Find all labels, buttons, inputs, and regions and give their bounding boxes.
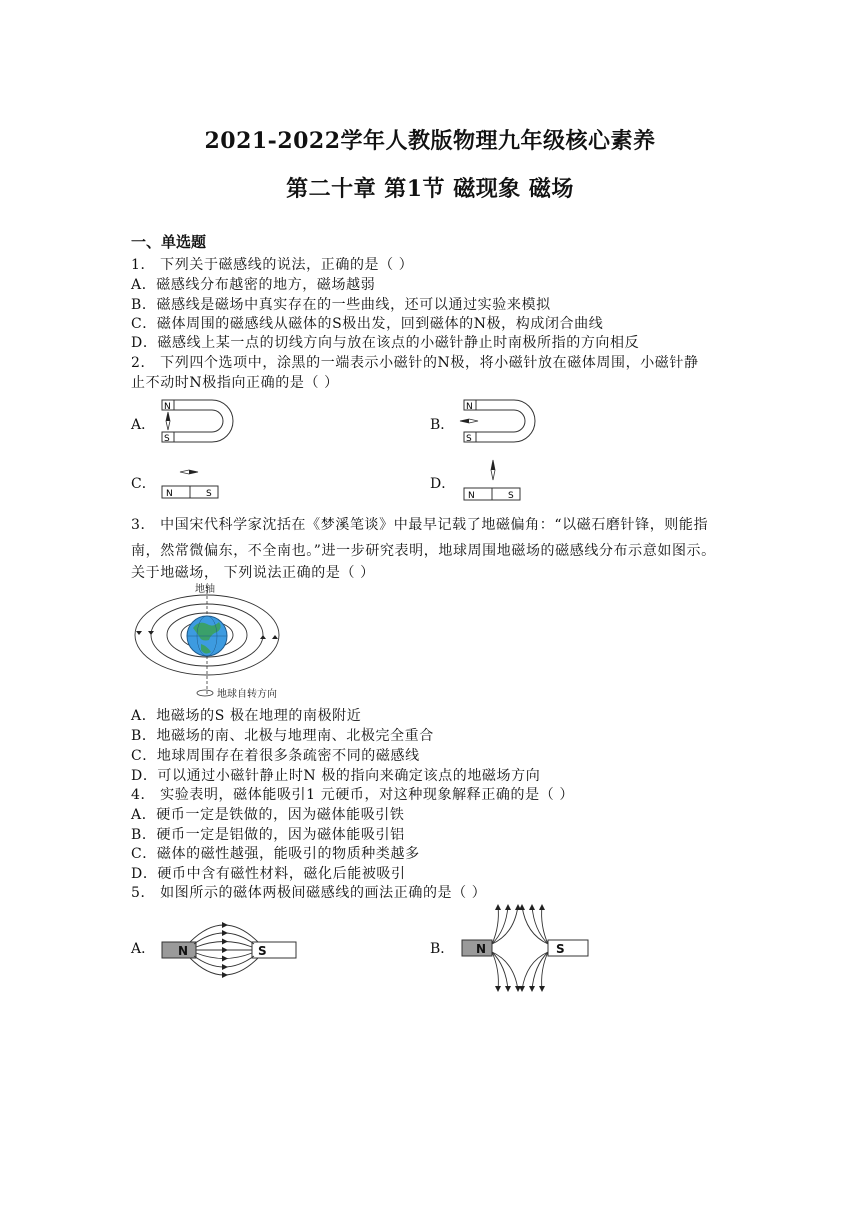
chapter-subtitle: 第二十章 第1节 磁现象 磁场 bbox=[286, 176, 574, 202]
q2-b-pole-n: N bbox=[466, 402, 473, 412]
q5-figure-b-magnet-field bbox=[460, 902, 592, 994]
q2-figure-a-horseshoe-magnet bbox=[160, 398, 240, 444]
q3-stem-line1: 3． 中国宋代科学家沈括在《梦溪笔谈》中最早记载了地磁偏角：“以磁石磨针锋，则能指 bbox=[131, 517, 709, 533]
q2-option-b-label: B． bbox=[430, 417, 455, 433]
q3-option-a: A．地磁场的S 极在地理的南极附近 bbox=[131, 708, 362, 724]
q2-figure-d-bar-magnet bbox=[462, 458, 524, 504]
q5-b-pole-n: N bbox=[476, 942, 487, 956]
q3-stem-line3: 关于地磁场， 下列说法正确的是（ ） bbox=[131, 565, 375, 581]
q5-a-pole-s: S bbox=[258, 944, 267, 958]
q1-stem: 1． 下列关于磁感线的说法，正确的是（ ） bbox=[131, 257, 414, 273]
document-title: 2021-2022学年人教版物理九年级核心素养 bbox=[204, 128, 656, 154]
q2-b-pole-s: S bbox=[466, 434, 472, 444]
q5-a-pole-n: N bbox=[178, 944, 189, 958]
section-heading: 一、单选题 bbox=[131, 233, 207, 251]
q1-option-b: B．磁感线是磁场中真实存在的一些曲线，还可以通过实验来模拟 bbox=[131, 297, 551, 313]
q3-option-b: B．地磁场的南、北极与地理南、北极完全重合 bbox=[131, 728, 434, 744]
q3-rotation-label: 地球自转方向 bbox=[217, 689, 277, 700]
q2-a-pole-s: S bbox=[164, 434, 170, 444]
q5-figure-a-magnet-field bbox=[160, 912, 300, 988]
q5-b-pole-s: S bbox=[556, 942, 565, 956]
q4-option-d: D．硬币中含有磁性材料，磁化后能被吸引 bbox=[131, 866, 406, 882]
q3-option-c: C．地球周围存在着很多条疏密不同的磁感线 bbox=[131, 748, 420, 764]
q4-stem: 4． 实验表明，磁体能吸引1 元硬币，对这种现象解释正确的是（ ） bbox=[131, 787, 574, 803]
q2-d-pole-s: S bbox=[508, 491, 514, 501]
q3-option-d: D．可以通过小磁针静止时N 极的指向来确定该点的地磁场方向 bbox=[131, 768, 541, 784]
q2-d-pole-n: N bbox=[468, 491, 475, 501]
q4-option-b: B．硬币一定是铝做的，因为磁体能吸引铝 bbox=[131, 827, 405, 843]
q5-option-b-label: B． bbox=[430, 941, 455, 957]
q5-option-a-label: A． bbox=[131, 941, 156, 957]
q5-stem: 5． 如图所示的磁体两极间磁感线的画法正确的是（ ） bbox=[131, 885, 487, 901]
q1-option-c: C．磁体周围的磁感线从磁体的S极出发，回到磁体的N极，构成闭合曲线 bbox=[131, 316, 604, 332]
q2-option-d-label: D． bbox=[430, 476, 456, 492]
q2-c-pole-s: S bbox=[206, 489, 212, 499]
q3-stem-line2: 南，然常微偏东，不全南也。”进一步研究表明，地球周围地磁场的磁感线分布示意如图示。 bbox=[131, 543, 716, 559]
q4-option-c: C．磁体的磁性越强，能吸引的物质种类越多 bbox=[131, 846, 420, 862]
q2-option-c-label: C． bbox=[131, 476, 156, 492]
q2-figure-b-horseshoe-magnet bbox=[462, 398, 542, 444]
q2-a-pole-n: N bbox=[164, 402, 171, 412]
q2-option-a-label: A． bbox=[131, 417, 156, 433]
q1-option-d: D．磁感线上某一点的切线方向与放在该点的小磁针静止时南极所指的方向相反 bbox=[131, 335, 640, 351]
q3-earth-axis-label: 地轴 bbox=[195, 584, 215, 595]
q2-stem-line1: 2． 下列四个选项中，涂黑的一端表示小磁针的N极，将小磁针放在磁体周围，小磁针静 bbox=[131, 355, 699, 371]
q1-option-a: A．磁感线分布越密的地方，磁场越弱 bbox=[131, 277, 376, 293]
q3-earth-magnetic-field-figure bbox=[131, 580, 291, 704]
q4-option-a: A．硬币一定是铁做的，因为磁体能吸引铁 bbox=[131, 807, 405, 823]
q2-c-pole-n: N bbox=[166, 489, 173, 499]
q2-figure-c-bar-magnet bbox=[160, 466, 222, 502]
q2-stem-line2: 止不动时N极指向正确的是（ ） bbox=[131, 375, 339, 391]
